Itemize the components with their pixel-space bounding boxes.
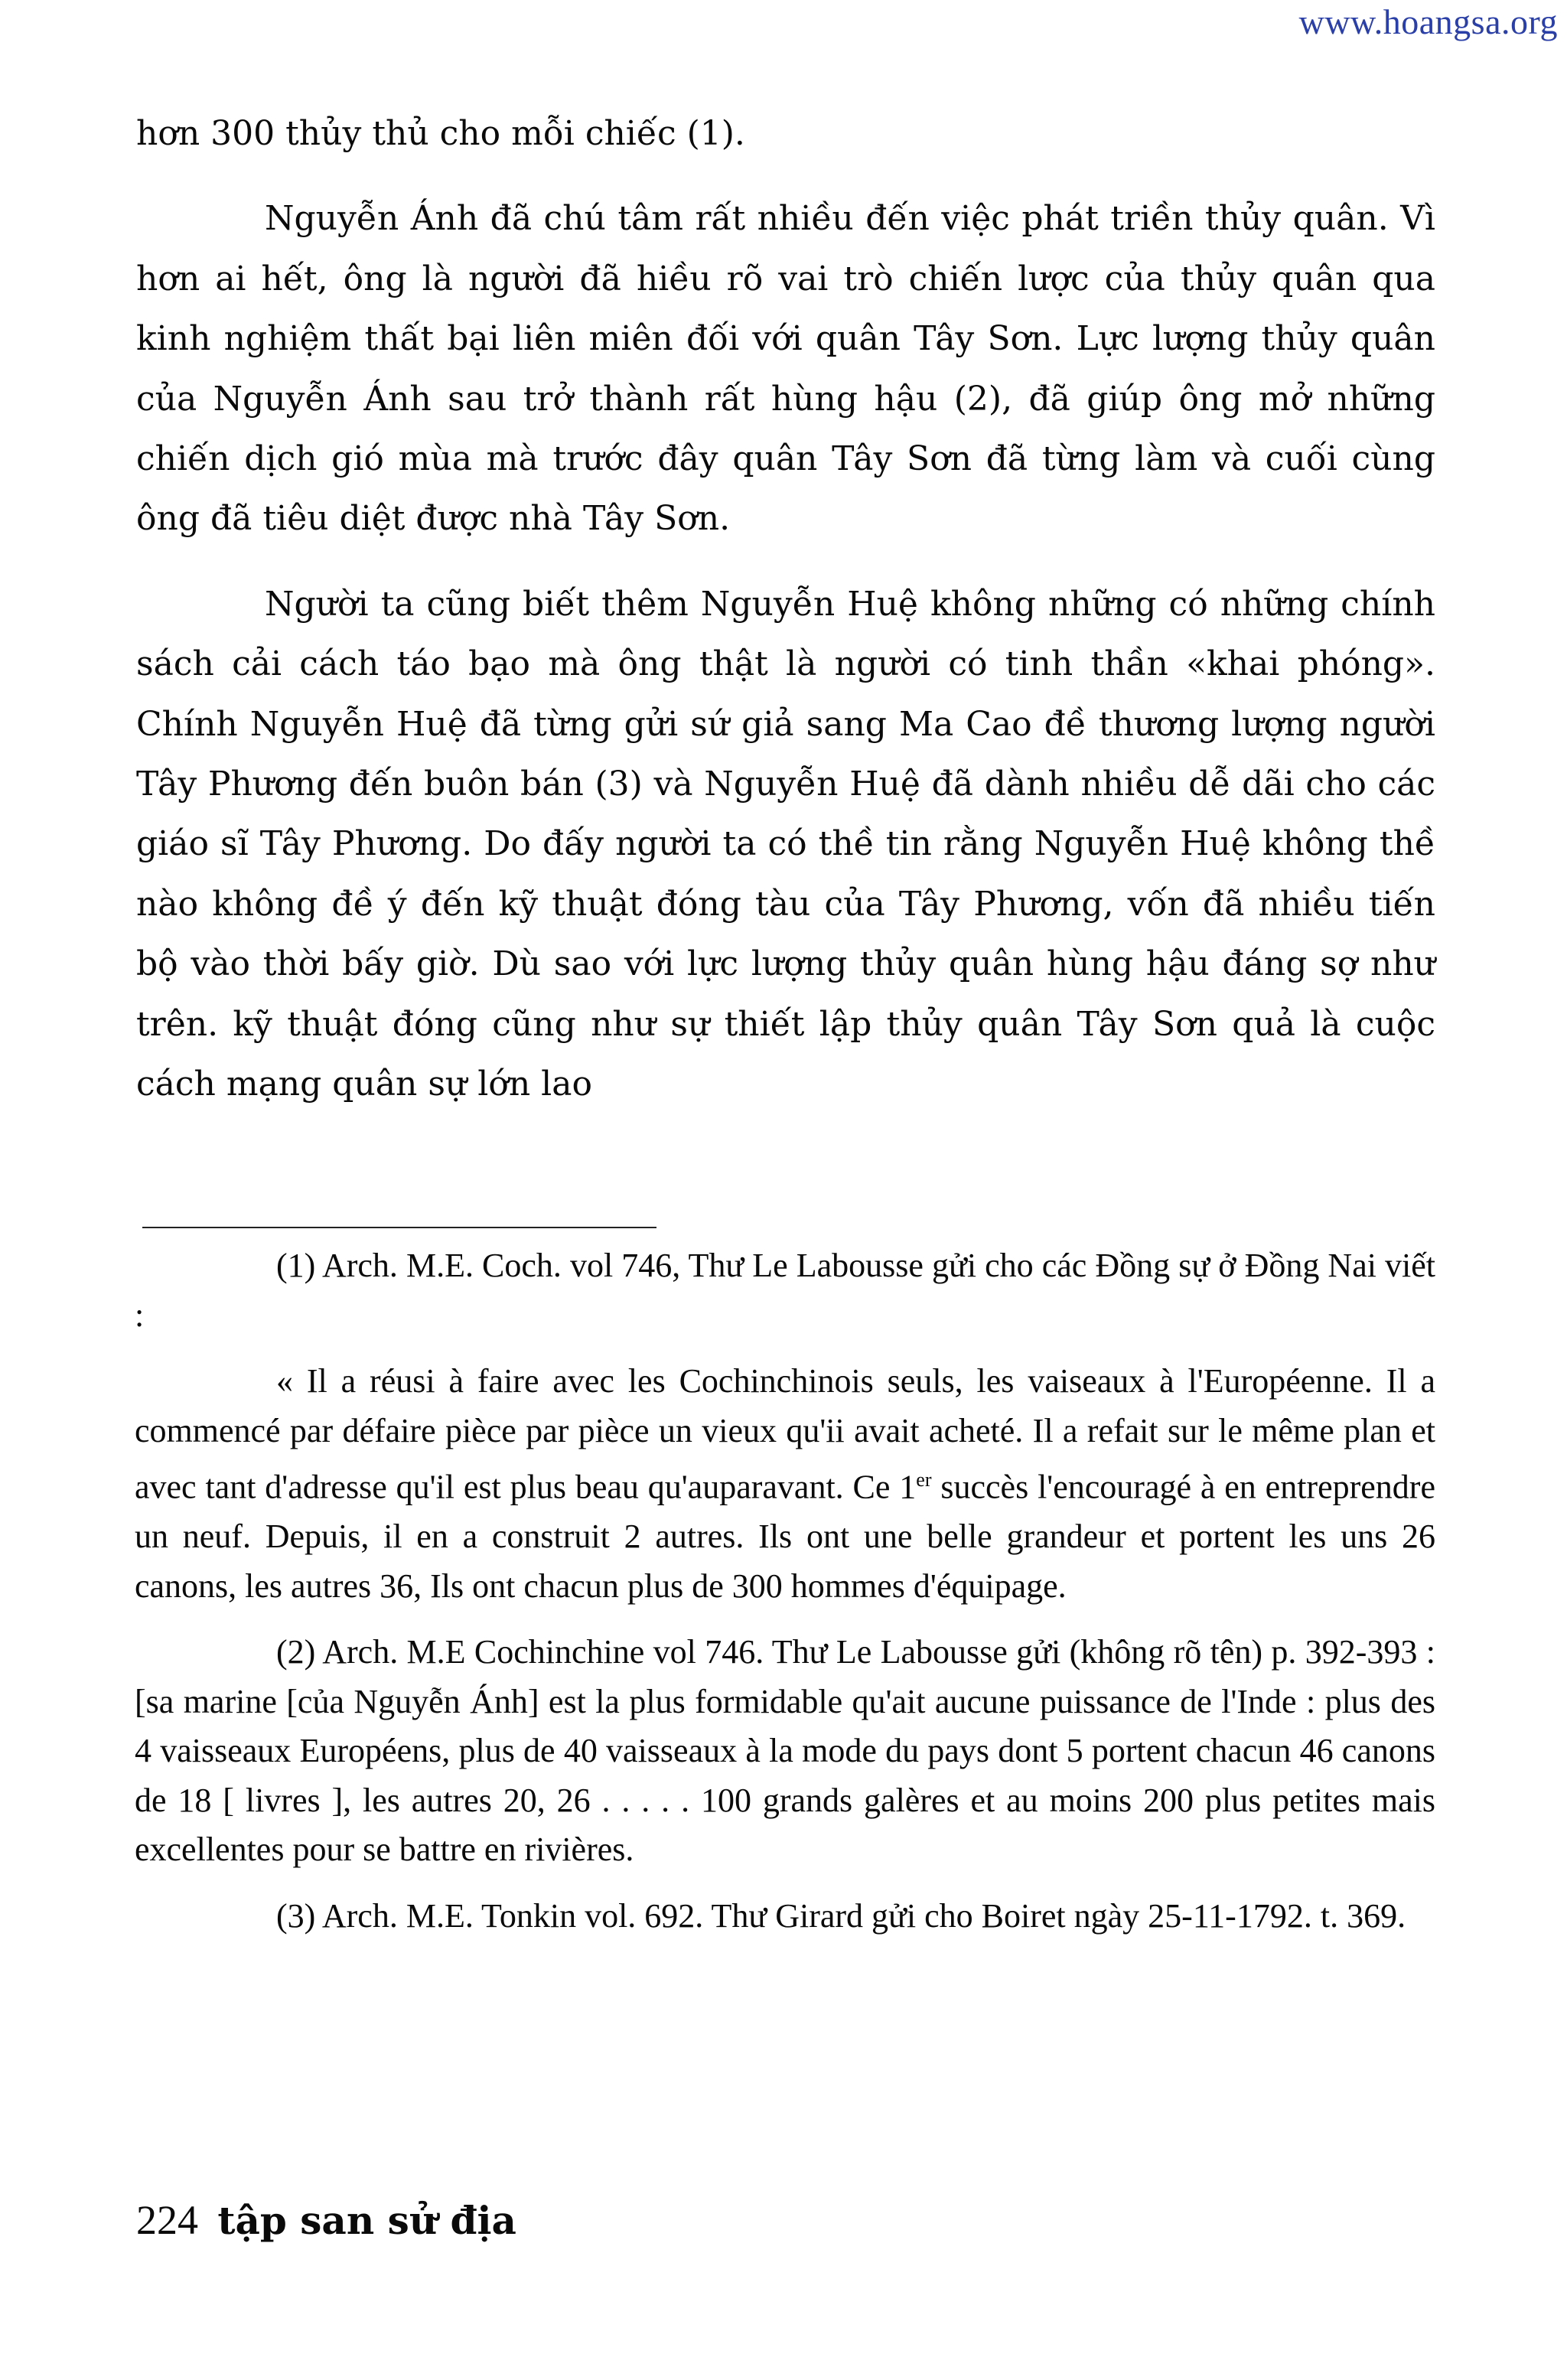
footnotes: [135, 1241, 1435, 1941]
footnote-1-quote: [135, 1357, 1435, 1611]
watermark-url[interactable]: www.hoangsa.org: [1298, 2, 1558, 41]
footnote-1-quote-part-b: succès l'encouragé à en entreprendre un neuf. Depuis, il en a construit 2 autres. Ils ont une belle grandeur et portent les uns 26 canons, les autres 36, Ils ont chacun plus de 300 hommes d'équipage.: [135, 1468, 1435, 1605]
paragraph-1: hơn 300 thủy thủ cho mỗi chiếc (1).: [136, 114, 745, 153]
page-footer: [136, 2196, 516, 2244]
footnote-separator: [142, 1227, 656, 1228]
footnote-1-intro: (1) Arch. M.E. Coch. vol 746, Thư Le Labousse gửi cho các Đồng sự ở Đồng Nai viết :: [135, 1247, 1435, 1334]
footnote-2: (2) Arch. M.E Cochinchine vol 746. Thư Le Labousse gửi (không rõ tên) p. 392-393 : [sa marine [của Nguyễn Ánh] est la plus formidable qu'ait aucune puissance de l'Inde : plus des 4 vaisseaux Européens, plus de 40 vaisseaux à la mode du pays dont 5 portent chacun 46 canons de 18 [ livres ], les autres 20, 26 . . . . . 100 grands galères et au moins 200 plus petites mais excellentes pour se battre en rivières.: [135, 1633, 1435, 1869]
footnote-1-quote-part-a: « Il a réusi à faire avec les Cochinchinois seuls, les vaiseaux à l'Européenne. Il a commencé par défaire pièce par pièce un vieux qu'ii avait acheté. Il a refait sur le même plan et avec tant d'adresse qu'il est plus beau qu'auparavant. Ce 1: [135, 1362, 1435, 1506]
page-number: 224: [136, 2197, 198, 2243]
main-body-text: [136, 104, 1435, 1115]
paragraph-2: Nguyễn Ánh đã chú tâm rất nhiều đến việc phát triền thủy quân. Vì hơn ai hết, ông là người đã hiều rõ vai trò chiến lược của thủy quân qua kinh nghiệm thất bại liên miên đối với quân Tây Sơn. Lực lượng thủy quân của Nguyễn Ánh sau trở thành rất hùng hậu (2), đã giúp ông mở những chiến dịch gió mùa mà trước đây quân Tây Sơn đã từng làm và cuối cùng ông đã tiêu diệt được nhà Tây Sơn.: [136, 199, 1435, 539]
publication-name: tập san sử địa: [217, 2198, 516, 2243]
footnote-3: (3) Arch. M.E. Tonkin vol. 692. Thư Girard gửi cho Boiret ngày 25-11-1792. t. 369.: [276, 1896, 1406, 1935]
paragraph-3: Người ta cũng biết thêm Nguyễn Huệ không những có những chính sách cải cách táo bạo mà ông thật là người có tinh thần «khai phóng». Chính Nguyễn Huệ đã từng gửi sứ giả sang Ma Cao đề thương lượng người Tây Phương đến buôn bán (3) và Nguyễn Huệ đã dành nhiều dễ dãi cho các giáo sĩ Tây Phương. Do đấy người ta có thề tin rằng Nguyễn Huệ không thề nào không đề ý đến kỹ thuật đóng tàu của Tây Phương, vốn đã nhiều tiến bộ vào thời bấy giờ. Dù sao với lực lượng thủy quân hùng hậu đáng sợ như trên. kỹ thuật đóng cũng như sự thiết lập thủy quân Tây Sơn quả là cuộc cách mạng quân sự lớn lao: [136, 584, 1435, 1104]
footnote-1-superscript: er: [916, 1469, 932, 1491]
